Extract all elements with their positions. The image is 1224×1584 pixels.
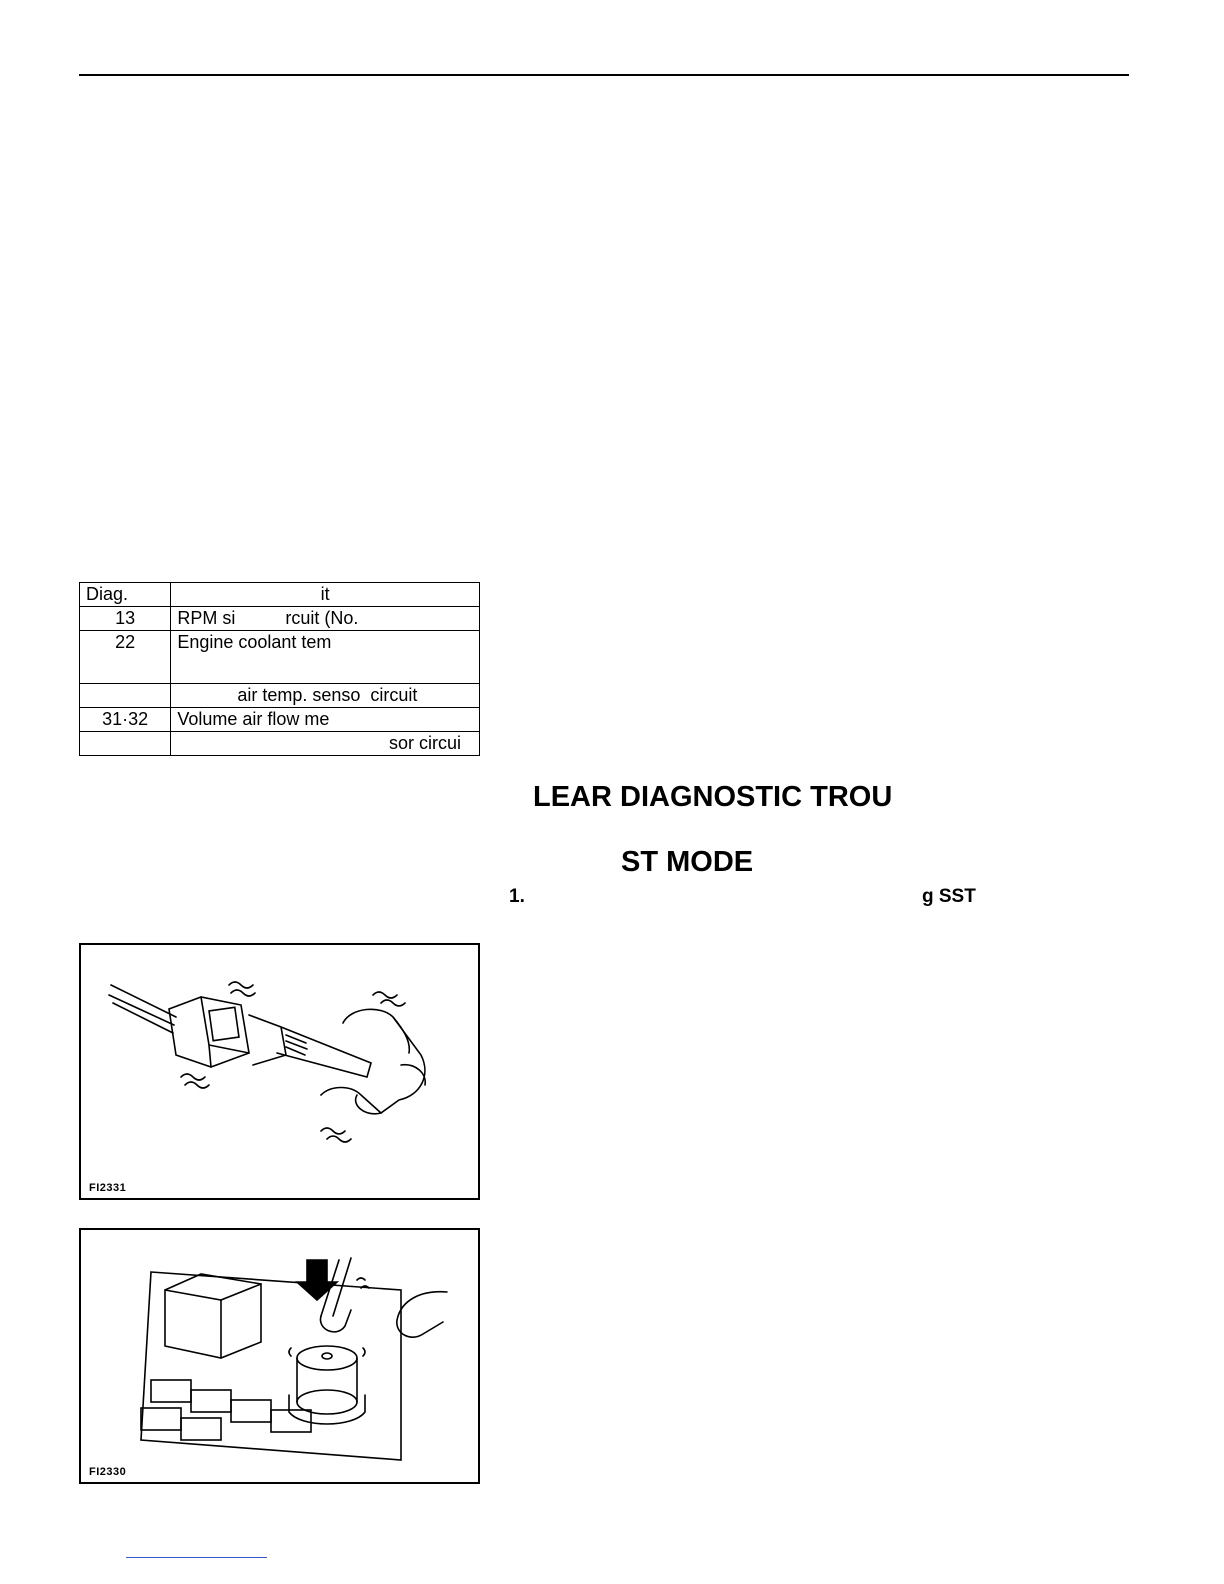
table-row (80, 607, 480, 631)
row-desc: air temp. senso circuit (171, 684, 480, 708)
relay-tap-illustration (81, 1230, 478, 1482)
row-code (80, 684, 171, 708)
row-code: 31·32 (80, 708, 171, 732)
row-code: 13 (80, 607, 171, 631)
step-number: 1. (509, 886, 525, 907)
table-row (80, 684, 480, 708)
table-row (80, 708, 480, 732)
header-desc: it (171, 583, 480, 607)
table-row (80, 732, 480, 756)
table-row (80, 631, 480, 684)
row-desc: RPM si rcuit (No. (171, 607, 480, 631)
figure-connector (79, 943, 480, 1200)
row-code (80, 732, 171, 756)
row-desc: sor circui (171, 732, 480, 756)
row-code: 22 (80, 631, 171, 684)
figure-relay (79, 1228, 480, 1484)
diagnostic-code-table (79, 582, 480, 756)
section-heading-line2: ST MODE (621, 846, 754, 878)
figure-id: FI2331 (89, 1182, 127, 1194)
table-header-row (80, 583, 480, 607)
header-rule (79, 74, 1129, 76)
section-heading-line1: LEAR DIAGNOSTIC TROU (533, 781, 893, 813)
figure-id: FI2330 (89, 1466, 127, 1478)
connector-wiggle-illustration (81, 945, 478, 1198)
header-code: Diag. (80, 583, 171, 607)
row-desc: Engine coolant tem (171, 631, 480, 684)
footer-link-underline[interactable] (126, 1557, 267, 1558)
step-text: g SST (922, 886, 976, 907)
row-desc: Volume air flow me (171, 708, 480, 732)
